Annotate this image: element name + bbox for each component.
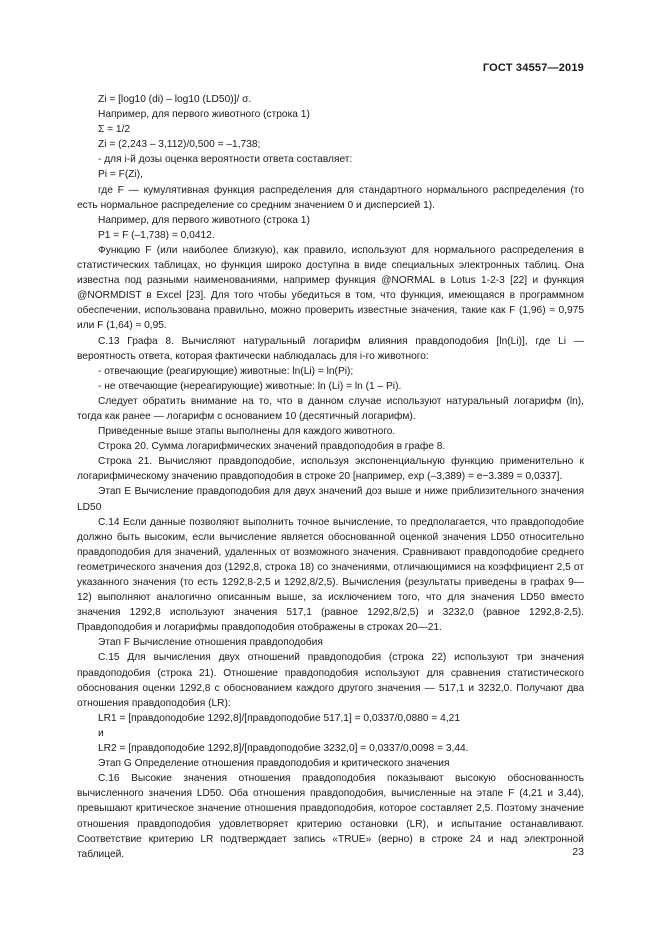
paragraph: P1 = F (–1,738) = 0,0412. <box>98 229 215 241</box>
paragraph: Следует обратить внимание на то, что в данном случае используют натуральный логарифм (ln), тогда как ранее — логарифм с основанием 10 (десятичный логарифм). <box>77 395 584 422</box>
paragraph: - для i-й дозы оценка вероятности ответа составляет: <box>98 154 353 166</box>
paragraph: Zi = (2,243 – 3,112)/0,500 = –1,738; <box>98 139 261 151</box>
paragraph: Строка 20. Сумма логарифмических значений правдоподобия в графе 8. <box>98 441 446 453</box>
paragraph: Этап G Определение отношения правдоподобия и критического значения <box>98 758 450 770</box>
paragraph: Например, для первого животного (строка 1) <box>98 214 310 226</box>
paragraph: Например, для первого животного (строка 1) <box>98 109 310 121</box>
standard-code-header: ГОСТ 34557—2019 <box>482 62 584 74</box>
paragraph: С.15 Для вычисления двух отношений правдоподобия (строка 22) используют три значения правдоподобия (строка 21). Отношение правдоподобия используют для сравнения статистического обоснования оценки 1292,8 с обоснованием каждого другого значения — 517,1 и 3232,0. Получают два отношения правдоподобия (LR): <box>77 652 584 709</box>
paragraph: LR2 = [правдоподобие 1292,8]/[правдоподобие 3232,0] = 0,0337/0,0098 = 3,44. <box>98 743 469 755</box>
paragraph: Строка 21. Вычисляют правдоподобие, используя экспоненциальную функцию применительно к логарифмическому значению правдоподобия в строке 20 [например, exp (–3,389) = e−3.389 = 0,0337]. <box>77 456 584 483</box>
paragraph: Σ = 1/2 <box>98 124 131 136</box>
paragraph: LR1 = [правдоподобие 1292,8]/[правдоподобие 517,1] = 0,0337/0,0880 = 4,21 <box>98 712 460 724</box>
paragraph: С.13 Графа 8. Вычисляют натуральный логарифм влияния правдоподобия [ln(Li)], где Li — вероятность ответа, которая фактически наблюдалась для i-го животного: <box>77 335 584 362</box>
paragraph: - не отвечающие (нереагирующие) животные: ln (Li) = ln (1 – Pi). <box>98 380 402 392</box>
page-number: 23 <box>572 846 584 858</box>
paragraph: Этап F Вычисление отношения правдоподобия <box>98 637 323 649</box>
paragraph: Приведенные выше этапы выполнены для каждого животного. <box>98 426 396 438</box>
paragraph: С.14 Если данные позволяют выполнить точное вычисление, то предполагается, что правдоподобие должно быть высоким, если вычисление является обоснованной оценкой значения LD50 относительно правдоподобия для значений, удаленных от возможного значения. Сравнивают правдоподобие среднего геометрического значения доз (1292,8, строка 18) со значениями, отличающимися на коэффициент 2,5 от указанного значения (то есть 1292,8·2,5 и 1292,8/2,5). Вычисления (результаты приведены в графах 9—12) выполняют аналогично описанным выше, за исключением того, что для значения LD50 вместо значения 1292,8 используют значения 517,1 (равное 1292,8/2,5) и 3232,0 (равное 1292,8·2,5). Правдоподобия и логарифмы правдоподобия отображены в строках 20—21. <box>77 516 584 634</box>
paragraph: где F — кумулятивная функция распределения для стандартного нормального распределения (то есть нормальное распределение со средним значением 0 и дисперсией 1). <box>77 184 584 211</box>
paragraph: Функцию F (или наиболее близкую), как правило, используют для нормального распределения в статистических таблицах, но функция широко доступна в виде специальных электронных таблиц. Она известна под разными наименованиями, например функция @NORMAL в Lotus 1-2-3 [22] и функция @NORMDIST в Excel [23]. Для того чтобы убедиться в том, что функция, имеющаяся в программном обеспечении, использована правильно, можно проверить известные значения, такие как F (1,96) ≈ 0,975 или F (1,64) ≈ 0,95. <box>77 244 584 332</box>
paragraph: С.16 Высокие значения отношения правдоподобия показывают высокую обоснованность вычисленного значения LD50. Оба отношения правдоподобия, вычисленные на этапе F (4,21 и 3,44), превышают критическое значение отношения правдоподобия, которое составляет 2,5. Поэтому значение отношения правдоподобия удовлетворяет критерию остановки (LR), и испытание останавливают. Соответствие критерию LR подтверждает запись «TRUE» (верно) в строке 24 и над электронной таблицей. <box>77 773 584 860</box>
paragraph: Этап E Вычисление правдоподобия для двух значений доз выше и ниже приблизительного значения LD50 <box>77 486 584 513</box>
paragraph: Pi = F(Zi), <box>98 169 143 181</box>
paragraph: и <box>98 727 104 739</box>
page-body <box>77 92 584 862</box>
paragraph: Zi = [log10 (di) – log10 (LD50)]/ σ. <box>98 94 252 105</box>
paragraph: - отвечающие (реагирующие) животные: ln(Li) = ln(Pi); <box>98 365 354 377</box>
